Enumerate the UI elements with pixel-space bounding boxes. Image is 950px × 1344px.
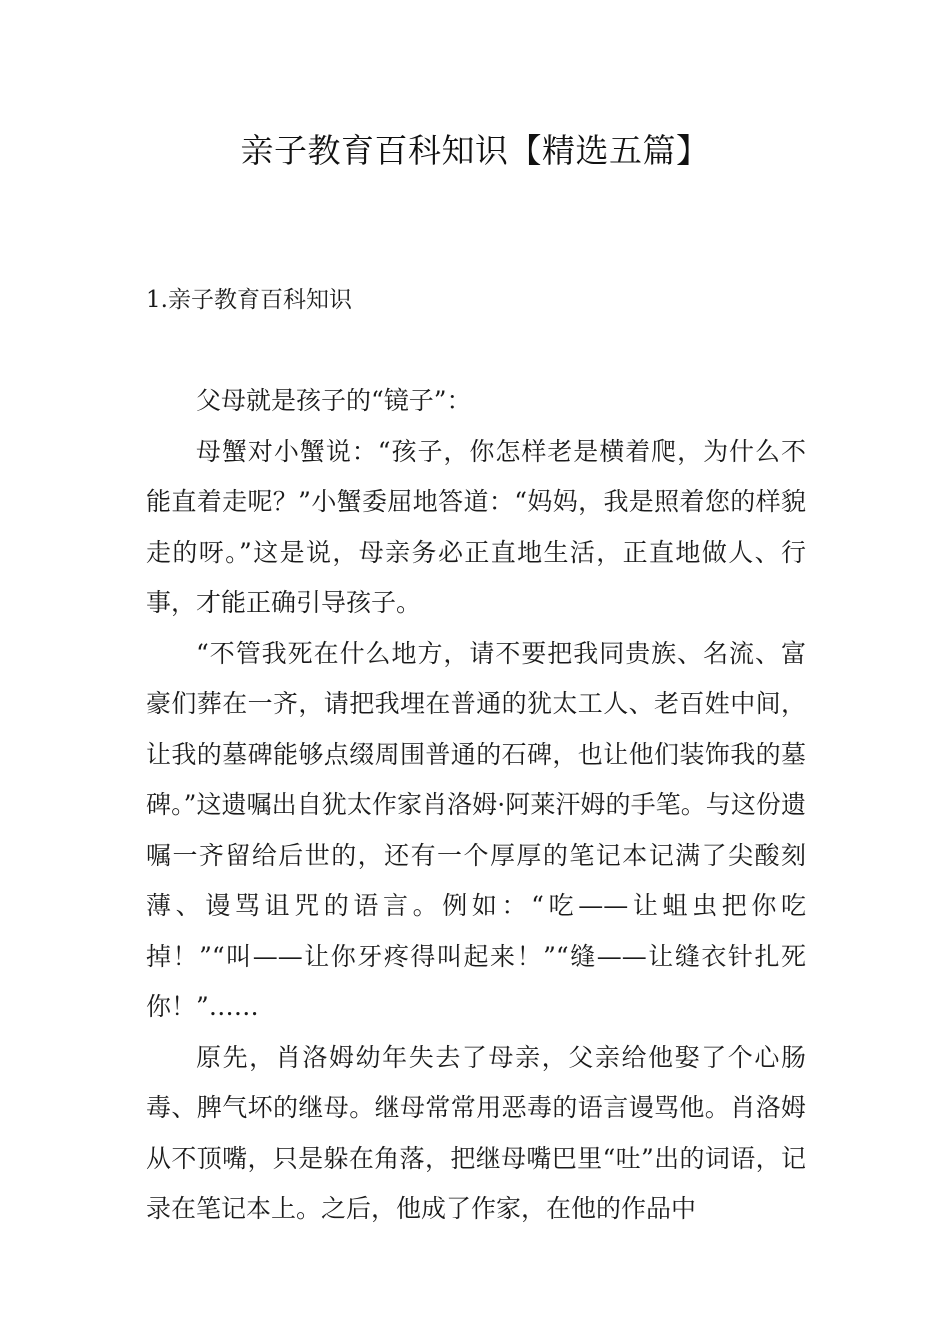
paragraph: 父母就是孩子的“镜子”： — [196, 386, 472, 415]
paragraph: 原先，肖洛姆幼年失去了母亲，父亲给他娶了个心肠毒、脾气坏的继母。继母常常用恶毒的语言谩骂他。肖洛姆从不顶嘴，只是躲在角落，把继母嘴巴里“吐”出的词语，记录在笔记本上。之后，他成了作家，在他的作品中 — [146, 1042, 806, 1223]
paragraph: “不管我死在什么地方，请不要把我同贵族、名流、富豪们葬在一齐，请把我埋在普通的犹太工人、老百姓中间，让我的墓碑能够点缀周围普通的石碑，也让他们装饰我的墓碑。”这遗嘱出自犹太作家肖洛姆·阿莱汗姆的手笔。与这份遗嘱一齐留给后世的，还有一个厚厚的笔记本记满了尖酸刻薄、谩骂诅咒的语言。例如：“吃——让蛆虫把你吃掉！”“叫——让你牙疼得叫起来！”“缝——让缝衣针扎死你！”…… — [146, 638, 806, 1021]
document-body — [146, 376, 806, 1235]
section-heading: 1.亲子教育百科知识 — [146, 287, 352, 313]
document-title: 亲子教育百科知识【精选五篇】 — [240, 131, 710, 170]
paragraph: 母蟹对小蟹说：“孩子，你怎样老是横着爬，为什么不能直着走呢？”小蟹委屈地答道：“妈妈，我是照着您的样貌走的呀。”这是说，母亲务必正直地生活，正直地做人、行事，才能正确引导孩子。 — [146, 436, 806, 617]
